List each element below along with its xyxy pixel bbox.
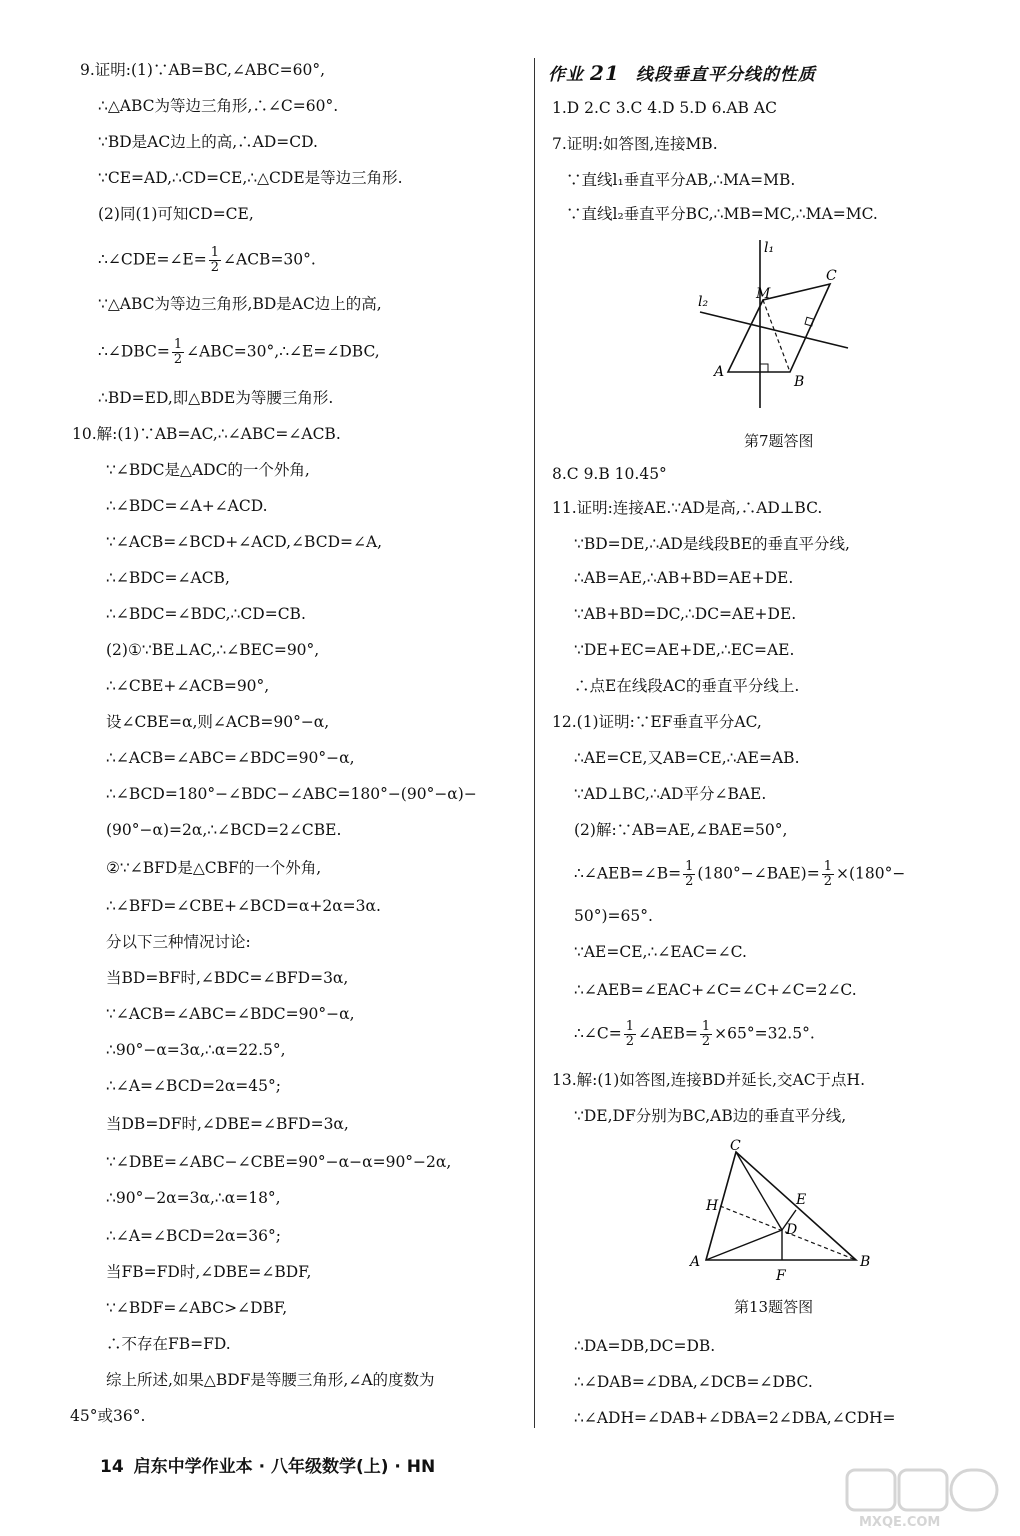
text-line: ∴∠AEB=∠EAC+∠C=∠C+∠C=2∠C. [574, 981, 857, 999]
text-line: ∴BD=ED,即△BDE为等腰三角形. [98, 389, 334, 407]
text-line: 当DB=DF时,∠DBE=∠BFD=3α, [106, 1115, 349, 1133]
text-line: ∴不存在FB=FD. [106, 1335, 231, 1353]
label-B: B [860, 1254, 871, 1270]
figure-13-caption: 第13题答图 [734, 1298, 814, 1316]
figure-7-caption: 第7题答图 [744, 432, 814, 450]
fraction-line: ∴∠CDE=∠E= $\frac{1}{2}$ ∠ACB=30°. [98, 245, 316, 275]
text-line: 10.解:(1)∵AB=AC,∴∠ABC=∠ACB. [72, 425, 341, 443]
text-line: ∵AE=CE,∴∠EAC=∠C. [574, 943, 747, 961]
text-line: ∵BD是AC边上的高,∴AD=CD. [98, 133, 318, 151]
text-line: 设∠CBE=α,则∠ACB=90°−α, [106, 713, 330, 731]
text-line: 45°或36°. [70, 1407, 146, 1425]
text-line: ②∵∠BFD是△CBF的一个外角, [106, 859, 322, 877]
text-line: ∵∠BDC是△ADC的一个外角, [106, 461, 310, 479]
text-line: ∴∠DAB=∠DBA,∠DCB=∠DBC. [574, 1373, 813, 1391]
text-line: ∴点E在线段AC的垂直平分线上. [574, 677, 800, 695]
text-line: (90°−α)=2α,∴∠BCD=2∠CBE. [106, 821, 342, 839]
text-line: ∴∠BCD=180°−∠BDC−∠ABC=180°−(90°−α)− [106, 785, 477, 803]
answer-line: 1.D 2.C 3.C 4.D 5.D 6.AB AC [552, 99, 777, 117]
page-footer [100, 1452, 435, 1477]
text-line: 12.(1)证明:∵EF垂直平分AC, [552, 713, 762, 731]
page-number: 14 [100, 1457, 124, 1477]
book-title: 启东中学作业本 · 八年级数学(上) · HN [133, 1457, 436, 1477]
text-line: ∵AB+BD=DC,∴DC=AE+DE. [574, 605, 797, 623]
label-C: C [730, 1138, 741, 1154]
answer-line: 8.C 9.B 10.45° [552, 465, 667, 483]
label-A: A [690, 1254, 701, 1270]
text-line: ∴DA=DB,DC=DB. [574, 1337, 716, 1355]
text-line: ∵△ABC为等边三角形,BD是AC边上的高, [98, 295, 382, 313]
text-line: (2)同(1)可知CD=CE, [98, 205, 254, 223]
text-line: ∵DE,DF分别为BC,AB边的垂直平分线, [574, 1107, 847, 1125]
text-line: ∴∠BDC=∠A+∠ACD. [106, 497, 268, 515]
column-divider [534, 58, 535, 1428]
text-line: ∵直线l₂垂直平分BC,∴MB=MC,∴MA=MC. [566, 205, 878, 223]
section-heading: 作业 21 线段垂直平分线的性质 [548, 61, 816, 85]
fraction-line: ∴∠DBC= $\frac{1}{2}$ ∠ABC=30°,∴∠E=∠DBC, [98, 337, 380, 367]
quadrilateral [728, 284, 830, 372]
label-C: C [826, 268, 837, 284]
right-angle-mark [760, 364, 768, 372]
text-line: ∵∠ACB=∠ABC=∠BDC=90°−α, [106, 1005, 355, 1023]
triangle-ABC [706, 1152, 856, 1260]
watermark-logo-icon [845, 1468, 1000, 1530]
label-l1: l₁ [764, 240, 775, 256]
label-M: M [756, 286, 771, 302]
watermark-url: MXQE.COM [859, 1515, 941, 1530]
text-line: ∵直线l₁垂直平分AB,∴MA=MB. [566, 171, 796, 189]
text-line: (2)解:∵AB=AE,∠BAE=50°, [574, 821, 788, 839]
label-E: E [796, 1192, 807, 1208]
text-line: ∴AE=CE,又AB=CE,∴AE=AB. [574, 749, 800, 767]
text-line: ∴∠A=∠BCD=2α=45°; [106, 1077, 281, 1095]
text-line: 11.证明:连接AE.∵AD是高,∴AD⊥BC. [552, 499, 823, 517]
text-line: ∵∠DBE=∠ABC−∠CBE=90°−α−α=90°−2α, [106, 1153, 452, 1171]
text-line: 当BD=BF时,∠BDC=∠BFD=3α, [106, 969, 349, 987]
text-line: 分以下三种情况讨论: [106, 933, 251, 951]
label-D: D [786, 1222, 798, 1238]
segment-CD [736, 1152, 782, 1230]
text-line: ∴90°−α=3α,∴α=22.5°, [106, 1041, 286, 1059]
text-line: ∵BD=DE,∴AD是线段BE的垂直平分线, [574, 535, 850, 553]
text-line: ∵AD⊥BC,∴AD平分∠BAE. [574, 785, 767, 803]
text-line: ∵DE+EC=AE+DE,∴EC=AE. [574, 641, 795, 659]
text-line: ∴∠BFD=∠CBE+∠BCD=α+2α=3α. [106, 897, 381, 915]
text-line: ∴∠BDC=∠BDC,∴CD=CB. [106, 605, 306, 623]
text-line: 当FB=FD时,∠DBE=∠BDF, [106, 1263, 312, 1281]
text-line: ∴∠CBE+∠ACB=90°, [106, 677, 270, 695]
label-H: H [706, 1198, 719, 1214]
label-F: F [776, 1268, 786, 1284]
text-line: ∴90°−2α=3α,∴α=18°, [106, 1189, 281, 1207]
text-line: ∵CE=AD,∴CD=CE,∴△CDE是等边三角形. [98, 169, 403, 187]
figure-13-diagram [688, 1138, 888, 1288]
label-l2: l₂ [698, 294, 709, 310]
label-A: A [714, 364, 725, 380]
segment-MB [763, 300, 790, 372]
text-line: 综上所述,如果△BDF是等腰三角形,∠A的度数为 [106, 1371, 435, 1389]
text-line: 7.证明:如答图,连接MB. [552, 135, 718, 153]
text-line: ∴∠ADH=∠DAB+∠DBA=2∠DBA,∠CDH= [574, 1409, 896, 1427]
text-line: ∴∠ACB=∠ABC=∠BDC=90°−α, [106, 749, 355, 767]
fraction-line: ∴∠C= $\frac{1}{2}$ ∠AEB= $\frac{1}{2}$ ×65°=32.5°. [574, 1019, 815, 1049]
text-line: ∴∠BDC=∠ACB, [106, 569, 230, 587]
label-B: B [794, 374, 805, 390]
text-line: 50°)=65°. [574, 907, 653, 925]
figure-7-diagram [698, 240, 1018, 410]
text-line: ∴AB=AE,∴AB+BD=AE+DE. [574, 569, 794, 587]
text-line: 13.解:(1)如答图,连接BD并延长,交AC于点H. [552, 1071, 865, 1089]
fraction-line: ∴∠AEB=∠B= $\frac{1}{2}$ (180°−∠BAE)= $\frac{1}{2}$ ×(180°− [574, 859, 906, 889]
text-line: ∴△ABC为等边三角形,∴∠C=60°. [98, 97, 339, 115]
segment-AD [706, 1230, 782, 1260]
text-line: ∵∠BDF=∠ABC>∠DBF, [106, 1299, 288, 1317]
text-line: 9.证明:(1)∵AB=BC,∠ABC=60°, [80, 61, 326, 79]
text-line: (2)①∵BE⊥AC,∴∠BEC=90°, [106, 641, 320, 659]
text-line: ∵∠ACB=∠BCD+∠ACD,∠BCD=∠A, [106, 533, 383, 551]
text-line: ∴∠A=∠BCD=2α=36°; [106, 1227, 281, 1245]
